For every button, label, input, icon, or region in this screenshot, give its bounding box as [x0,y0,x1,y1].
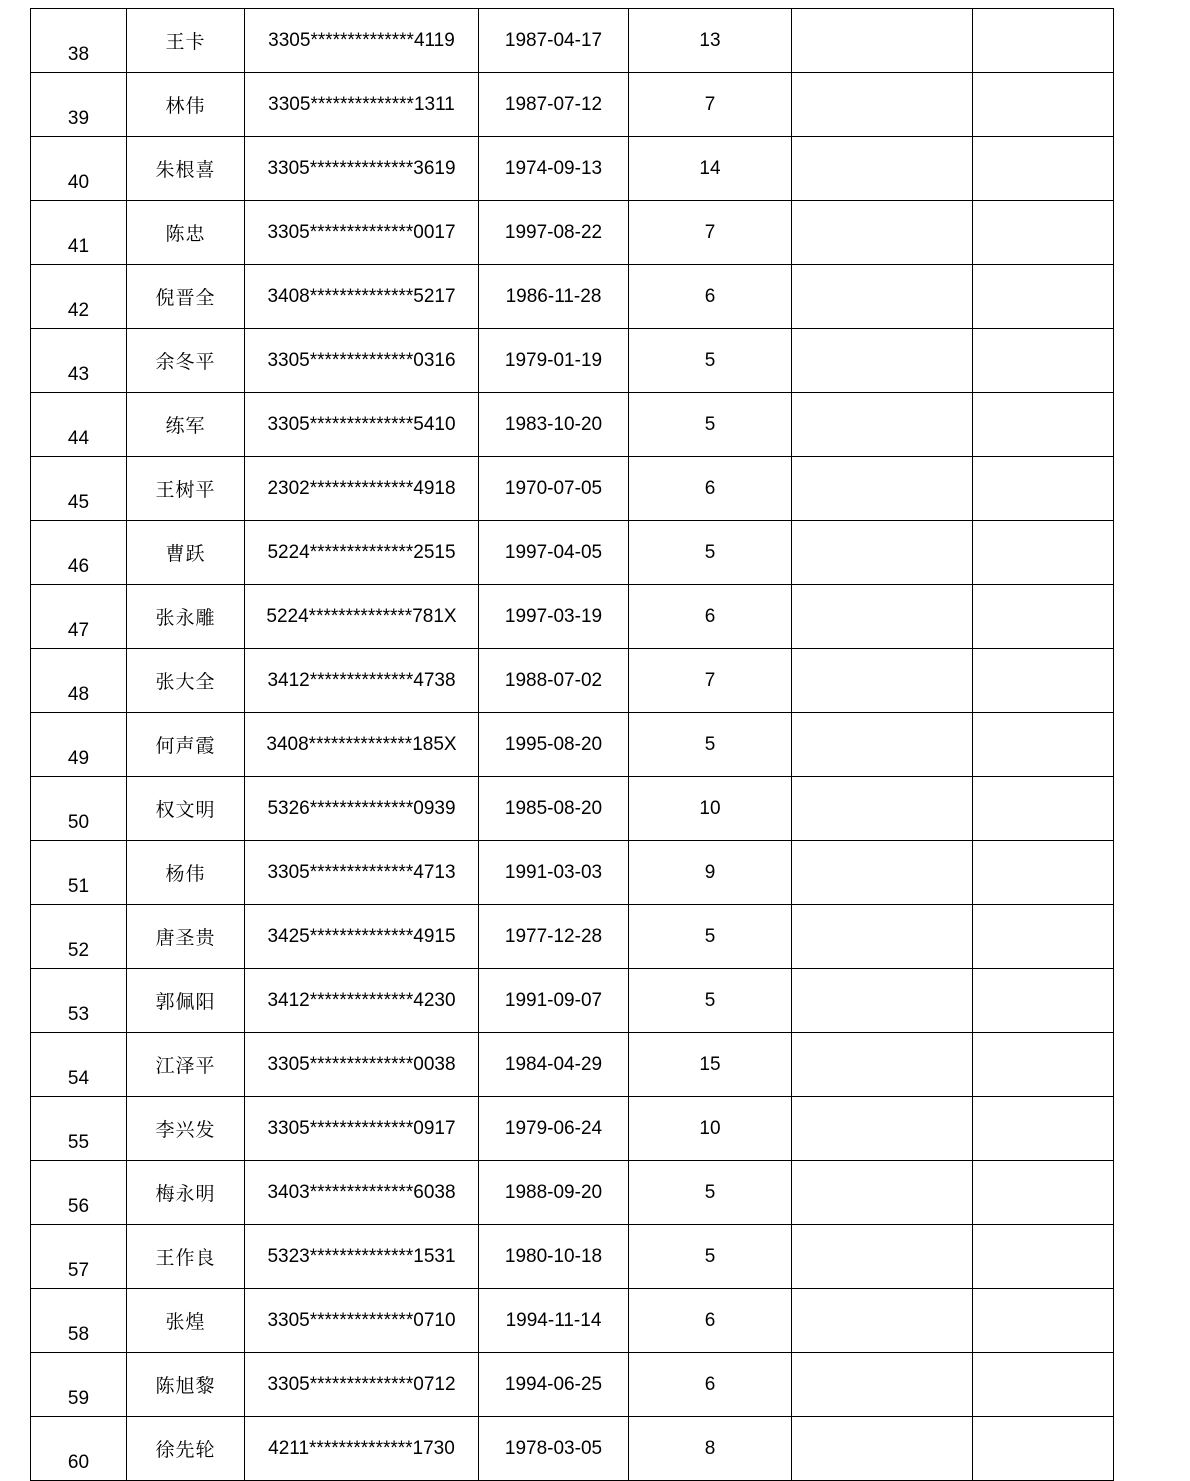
name-cell: 张大全 [127,649,245,713]
id-number-cell: 3425**************4915 [245,905,479,969]
years-cell: 7 [629,201,792,265]
date-cell: 1979-06-24 [479,1097,629,1161]
row-number-cell: 39 [31,73,127,137]
years-cell: 9 [629,841,792,905]
years-cell: 15 [629,1033,792,1097]
name-cell: 朱根喜 [127,137,245,201]
table-row [31,201,1114,265]
blank-cell [973,329,1114,393]
years-cell: 5 [629,521,792,585]
blank-cell [792,457,973,521]
blank-cell [792,1161,973,1225]
blank-cell [792,1353,973,1417]
date-cell: 1988-07-02 [479,649,629,713]
row-number-cell: 44 [31,393,127,457]
id-number-cell: 3305**************0017 [245,201,479,265]
years-cell: 5 [629,1161,792,1225]
name-cell: 王卡 [127,9,245,73]
blank-cell [792,9,973,73]
row-number-cell: 43 [31,329,127,393]
table-row [31,137,1114,201]
blank-cell [792,1289,973,1353]
date-cell: 1994-11-14 [479,1289,629,1353]
date-cell: 1986-11-28 [479,265,629,329]
row-number-cell: 50 [31,777,127,841]
id-number-cell: 5224**************2515 [245,521,479,585]
id-number-cell: 3305**************0316 [245,329,479,393]
row-number-cell: 51 [31,841,127,905]
years-cell: 5 [629,969,792,1033]
name-cell: 张永雕 [127,585,245,649]
blank-cell [973,393,1114,457]
date-cell: 1988-09-20 [479,1161,629,1225]
date-cell: 1980-10-18 [479,1225,629,1289]
table-row [31,1353,1114,1417]
table-row [31,649,1114,713]
blank-cell [792,393,973,457]
name-cell: 张煌 [127,1289,245,1353]
years-cell: 6 [629,1289,792,1353]
date-cell: 1983-10-20 [479,393,629,457]
row-number-cell: 60 [31,1417,127,1481]
blank-cell [792,1097,973,1161]
date-cell: 1987-07-12 [479,73,629,137]
name-cell: 王树平 [127,457,245,521]
date-cell: 1978-03-05 [479,1417,629,1481]
blank-cell [973,1289,1114,1353]
table-body [31,9,1114,1481]
id-number-cell: 3305**************4119 [245,9,479,73]
id-number-cell: 2302**************4918 [245,457,479,521]
id-number-cell: 3305**************1311 [245,73,479,137]
blank-cell [973,9,1114,73]
date-cell: 1995-08-20 [479,713,629,777]
row-number-cell: 57 [31,1225,127,1289]
years-cell: 14 [629,137,792,201]
years-cell: 5 [629,713,792,777]
table-row [31,969,1114,1033]
blank-cell [792,1033,973,1097]
id-number-cell: 3305**************0917 [245,1097,479,1161]
blank-cell [792,329,973,393]
blank-cell [973,265,1114,329]
name-cell: 梅永明 [127,1161,245,1225]
id-number-cell: 3305**************4713 [245,841,479,905]
name-cell: 李兴发 [127,1097,245,1161]
row-number-cell: 40 [31,137,127,201]
id-number-cell: 3305**************3619 [245,137,479,201]
name-cell: 倪晋全 [127,265,245,329]
name-cell: 郭佩阳 [127,969,245,1033]
table-row [31,1097,1114,1161]
table-row [31,841,1114,905]
table-row [31,457,1114,521]
row-number-cell: 52 [31,905,127,969]
years-cell: 7 [629,649,792,713]
date-cell: 1984-04-29 [479,1033,629,1097]
blank-cell [973,1161,1114,1225]
table-row [31,585,1114,649]
years-cell: 5 [629,1225,792,1289]
name-cell: 唐圣贵 [127,905,245,969]
personnel-table [30,8,1114,1481]
row-number-cell: 46 [31,521,127,585]
blank-cell [973,1353,1114,1417]
name-cell: 杨伟 [127,841,245,905]
table-row [31,393,1114,457]
blank-cell [973,1417,1114,1481]
row-number-cell: 48 [31,649,127,713]
blank-cell [792,137,973,201]
blank-cell [792,649,973,713]
name-cell: 江泽平 [127,1033,245,1097]
blank-cell [792,1225,973,1289]
date-cell: 1997-04-05 [479,521,629,585]
id-number-cell: 3408**************5217 [245,265,479,329]
blank-cell [792,905,973,969]
date-cell: 1991-09-07 [479,969,629,1033]
table-row [31,1289,1114,1353]
table-row [31,1033,1114,1097]
years-cell: 10 [629,777,792,841]
date-cell: 1987-04-17 [479,9,629,73]
date-cell: 1979-01-19 [479,329,629,393]
row-number-cell: 49 [31,713,127,777]
years-cell: 6 [629,585,792,649]
table-row [31,905,1114,969]
row-number-cell: 54 [31,1033,127,1097]
table-row [31,73,1114,137]
name-cell: 林伟 [127,73,245,137]
blank-cell [792,73,973,137]
blank-cell [973,1033,1114,1097]
row-number-cell: 45 [31,457,127,521]
name-cell: 权文明 [127,777,245,841]
table-row [31,1225,1114,1289]
name-cell: 余冬平 [127,329,245,393]
years-cell: 5 [629,905,792,969]
date-cell: 1974-09-13 [479,137,629,201]
id-number-cell: 3403**************6038 [245,1161,479,1225]
date-cell: 1985-08-20 [479,777,629,841]
years-cell: 7 [629,73,792,137]
id-number-cell: 3305**************5410 [245,393,479,457]
row-number-cell: 47 [31,585,127,649]
date-cell: 1997-03-19 [479,585,629,649]
row-number-cell: 58 [31,1289,127,1353]
years-cell: 6 [629,1353,792,1417]
years-cell: 5 [629,329,792,393]
table-row [31,1161,1114,1225]
date-cell: 1970-07-05 [479,457,629,521]
id-number-cell: 3412**************4738 [245,649,479,713]
name-cell: 练军 [127,393,245,457]
id-number-cell: 3305**************0710 [245,1289,479,1353]
id-number-cell: 5224**************781X [245,585,479,649]
id-number-cell: 4211**************1730 [245,1417,479,1481]
blank-cell [973,841,1114,905]
table-row [31,1417,1114,1481]
row-number-cell: 55 [31,1097,127,1161]
blank-cell [792,777,973,841]
date-cell: 1994-06-25 [479,1353,629,1417]
id-number-cell: 3412**************4230 [245,969,479,1033]
table-row [31,777,1114,841]
table-row [31,329,1114,393]
name-cell: 陈忠 [127,201,245,265]
blank-cell [792,841,973,905]
name-cell: 徐先轮 [127,1417,245,1481]
name-cell: 曹跃 [127,521,245,585]
row-number-cell: 53 [31,969,127,1033]
years-cell: 6 [629,457,792,521]
name-cell: 王作良 [127,1225,245,1289]
blank-cell [792,521,973,585]
blank-cell [792,201,973,265]
blank-cell [973,457,1114,521]
id-number-cell: 3305**************0712 [245,1353,479,1417]
id-number-cell: 3408**************185X [245,713,479,777]
blank-cell [973,905,1114,969]
blank-cell [973,73,1114,137]
row-number-cell: 41 [31,201,127,265]
row-number-cell: 38 [31,9,127,73]
row-number-cell: 42 [31,265,127,329]
blank-cell [973,1225,1114,1289]
years-cell: 13 [629,9,792,73]
table-row [31,713,1114,777]
blank-cell [973,713,1114,777]
blank-cell [973,585,1114,649]
blank-cell [792,713,973,777]
blank-cell [792,265,973,329]
blank-cell [973,969,1114,1033]
name-cell: 何声霞 [127,713,245,777]
id-number-cell: 5326**************0939 [245,777,479,841]
blank-cell [973,1097,1114,1161]
blank-cell [792,585,973,649]
blank-cell [973,777,1114,841]
date-cell: 1977-12-28 [479,905,629,969]
table-row [31,521,1114,585]
blank-cell [973,137,1114,201]
years-cell: 10 [629,1097,792,1161]
years-cell: 6 [629,265,792,329]
blank-cell [973,521,1114,585]
date-cell: 1991-03-03 [479,841,629,905]
date-cell: 1997-08-22 [479,201,629,265]
blank-cell [973,649,1114,713]
row-number-cell: 59 [31,1353,127,1417]
table-row [31,265,1114,329]
name-cell: 陈旭黎 [127,1353,245,1417]
id-number-cell: 3305**************0038 [245,1033,479,1097]
id-number-cell: 5323**************1531 [245,1225,479,1289]
years-cell: 8 [629,1417,792,1481]
years-cell: 5 [629,393,792,457]
blank-cell [973,201,1114,265]
table-row [31,9,1114,73]
row-number-cell: 56 [31,1161,127,1225]
blank-cell [792,1417,973,1481]
blank-cell [792,969,973,1033]
